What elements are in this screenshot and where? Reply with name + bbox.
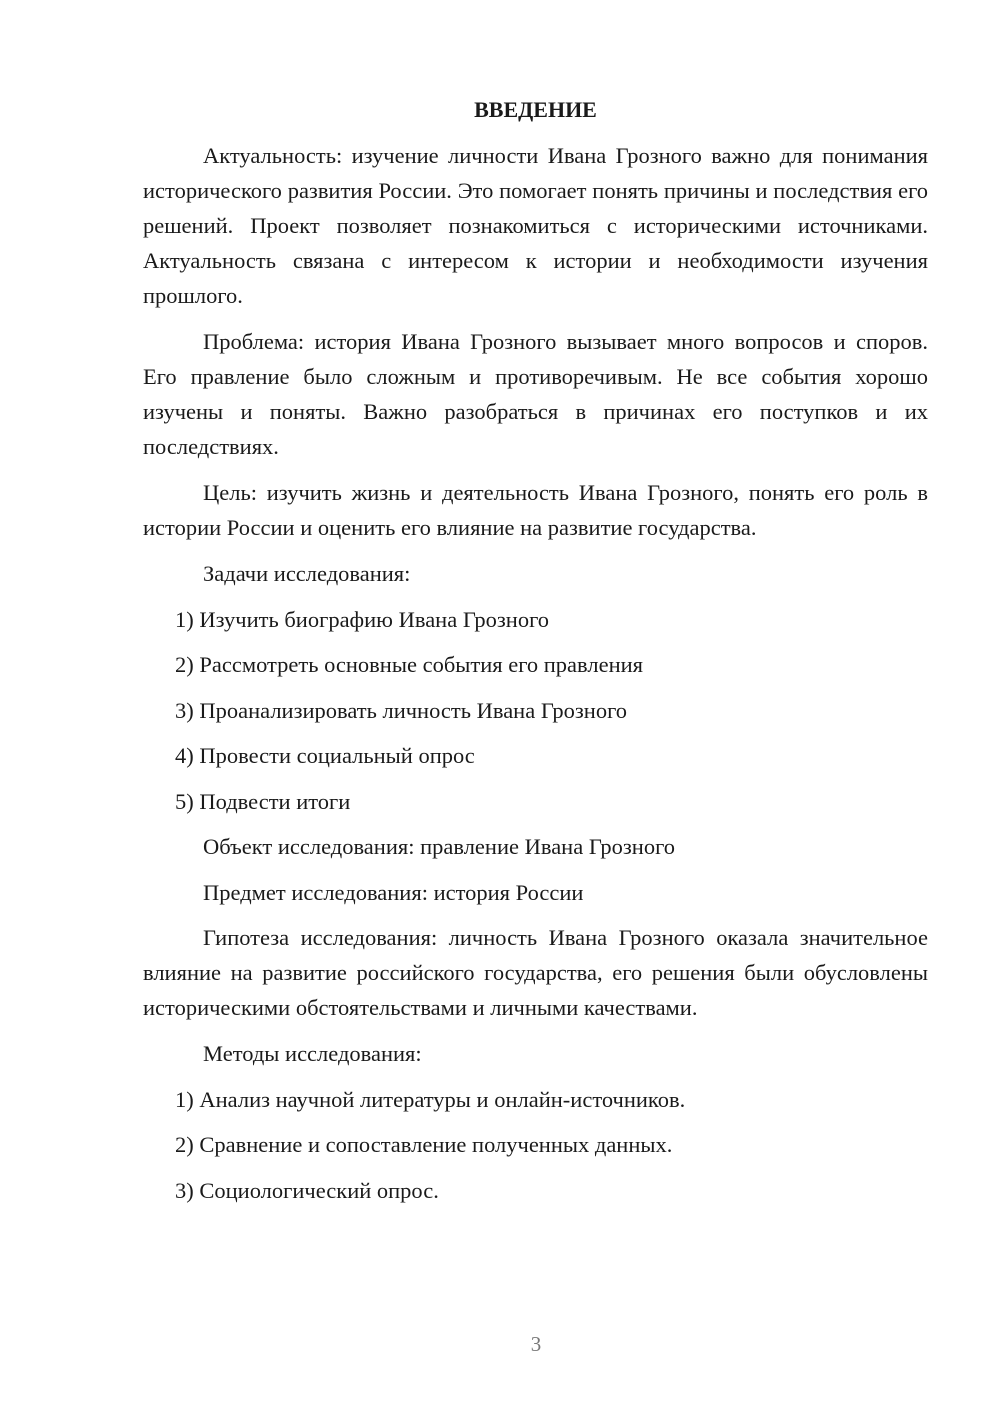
method-item: 2) Сравнение и сопоставление полученных данных. xyxy=(175,1132,673,1157)
method-item: 1) Анализ научной литературы и онлайн-источников. xyxy=(175,1086,686,1112)
page-number: 3 xyxy=(530,1332,542,1356)
task-item: 2) Рассмотреть основные события его правления xyxy=(175,652,644,677)
task-item: 5) Подвести итоги xyxy=(175,788,351,814)
research-subject: Предмет исследования: история России xyxy=(203,879,584,905)
goal-paragraph: Цель: изучить жизнь и деятельность Ивана Грозного, понять его роль в истории России и оценить его влияние на развитие государства. xyxy=(143,480,928,540)
hypothesis-paragraph: Гипотеза исследования: личность Ивана Грозного оказала значительное влияние на развитие российского государства, его решения были обусловлены историческими обстоятельствами и личными качествами. xyxy=(143,925,928,1020)
task-item: 1) Изучить биографию Ивана Грозного xyxy=(175,606,550,632)
task-item: 4) Провести социальный опрос xyxy=(175,743,475,768)
problem-paragraph: Проблема: история Ивана Грозного вызывает много вопросов и споров. Его правление было сложным и противоречивым. Не все события хорошо изучены и поняты. Важно разобраться в причинах его поступков и их последствиях. xyxy=(143,329,928,459)
methods-heading: Методы исследования: xyxy=(203,1041,422,1066)
relevance-paragraph: Актуальность: изучение личности Ивана Грозного важно для понимания исторического развития России. Это помогает понять причины и последствия его решений. Проект позволяет познакомиться с историческими источниками. Актуальность связана с интересом к истории и необходимости изучения прошлого. xyxy=(143,143,928,308)
method-item: 3) Социологический опрос. xyxy=(175,1177,439,1203)
research-object: Объект исследования: правление Ивана Грозного xyxy=(203,834,676,859)
tasks-heading: Задачи исследования: xyxy=(203,561,411,586)
task-item: 3) Проанализировать личность Ивана Грозного xyxy=(175,697,628,723)
document-page xyxy=(143,92,928,1218)
document-title: ВВЕДЕНИЕ xyxy=(474,97,597,122)
